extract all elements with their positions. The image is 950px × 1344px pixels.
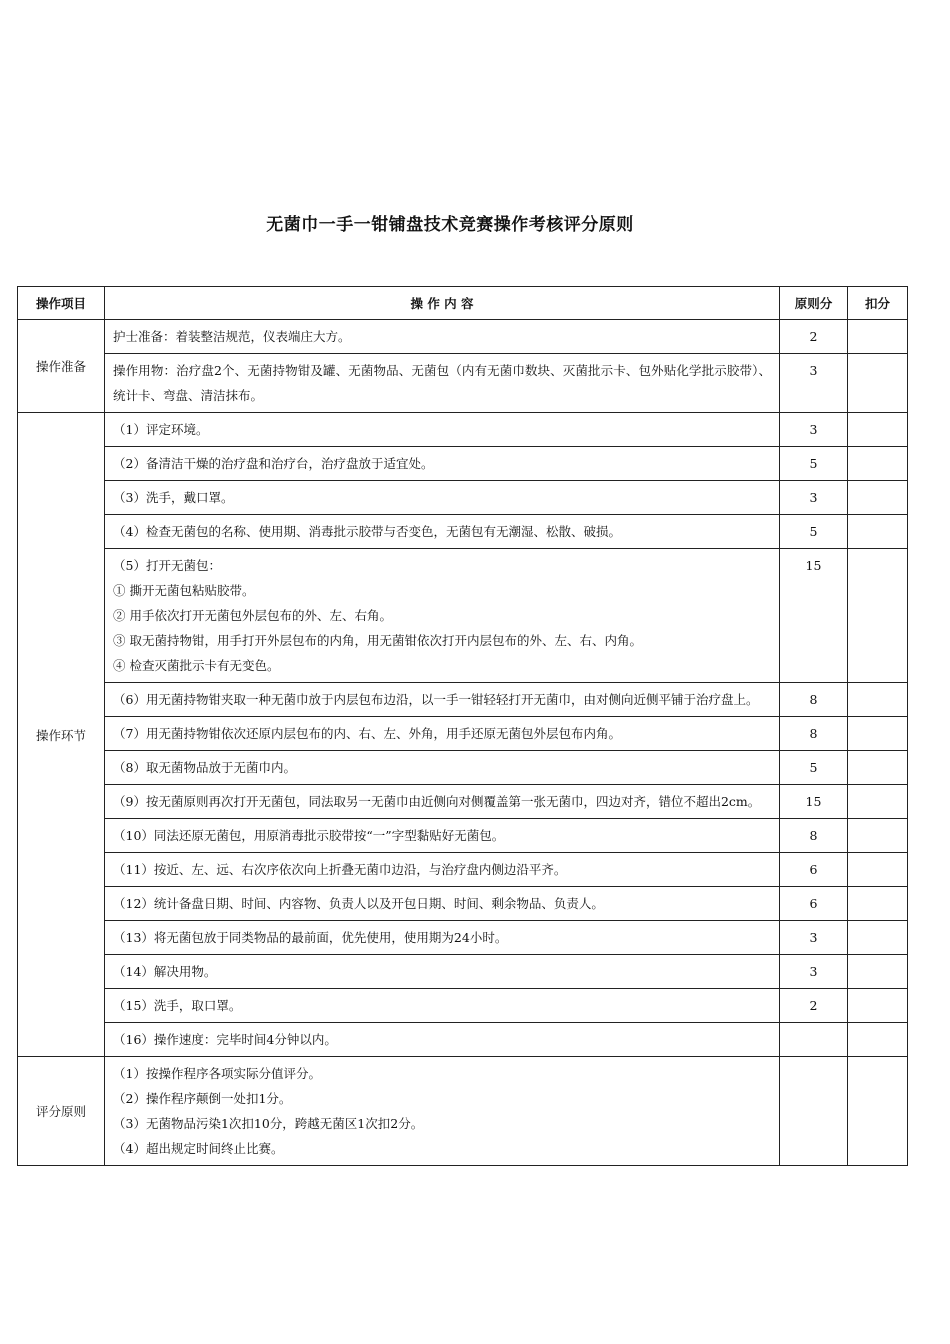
table-row bbox=[18, 413, 908, 447]
deduct-cell bbox=[848, 955, 908, 989]
score-cell: 5 bbox=[780, 751, 848, 785]
deduct-cell bbox=[848, 447, 908, 481]
score-cell: 6 bbox=[780, 887, 848, 921]
score-cell: 3 bbox=[780, 354, 848, 413]
table-row bbox=[18, 683, 908, 717]
header-deduct: 扣分 bbox=[848, 287, 908, 320]
deduct-cell bbox=[848, 413, 908, 447]
content-line: （8）取无菌物品放于无菌巾内。 bbox=[113, 760, 296, 775]
deduct-cell bbox=[848, 921, 908, 955]
deduct-cell bbox=[848, 989, 908, 1023]
content-line: （4）检查无菌包的名称、使用期、消毒批示胶带与否变色，无菌包有无潮湿、松散、破损。 bbox=[113, 524, 621, 539]
deduct-cell bbox=[848, 751, 908, 785]
content-line: 护士准备：着装整洁规范，仪表端庄大方。 bbox=[113, 329, 351, 344]
content-cell bbox=[105, 1023, 780, 1057]
content-cell bbox=[105, 785, 780, 819]
content-line: （6）用无菌持物钳夹取一种无菌巾放于内层包布边沿，以一手一钳轻轻打开无菌巾，由对侧向近侧平铺于治疗盘上。 bbox=[113, 692, 759, 707]
table-row bbox=[18, 989, 908, 1023]
content-line: （16）操作速度：完毕时间4分钟以内。 bbox=[113, 1032, 337, 1047]
score-cell bbox=[780, 1023, 848, 1057]
content-cell bbox=[105, 1057, 780, 1166]
content-line: ④ 检查灭菌批示卡有无变色。 bbox=[113, 658, 280, 673]
content-cell bbox=[105, 320, 780, 354]
content-line: ② 用手依次打开无菌包外层包布的外、左、右角。 bbox=[113, 608, 392, 623]
content-line: （4）超出规定时间终止比赛。 bbox=[113, 1141, 284, 1156]
content-cell bbox=[105, 515, 780, 549]
score-cell: 3 bbox=[780, 921, 848, 955]
table-row bbox=[18, 887, 908, 921]
deduct-cell bbox=[848, 354, 908, 413]
score-cell: 15 bbox=[780, 549, 848, 683]
score-cell: 6 bbox=[780, 853, 848, 887]
content-cell bbox=[105, 481, 780, 515]
table-row bbox=[18, 549, 908, 683]
content-line: （2）操作程序颠倒一处扣1分。 bbox=[113, 1091, 292, 1106]
header-score: 原则分 bbox=[780, 287, 848, 320]
content-line: （10）同法还原无菌包，用原消毒批示胶带按“一”字型黏贴好无菌包。 bbox=[113, 828, 505, 843]
content-cell bbox=[105, 717, 780, 751]
scoring-table bbox=[17, 286, 908, 1166]
table-row bbox=[18, 853, 908, 887]
score-cell: 8 bbox=[780, 717, 848, 751]
score-cell: 3 bbox=[780, 481, 848, 515]
score-cell: 8 bbox=[780, 819, 848, 853]
table-row bbox=[18, 447, 908, 481]
deduct-cell bbox=[848, 1023, 908, 1057]
deduct-cell bbox=[848, 853, 908, 887]
score-cell bbox=[780, 1057, 848, 1166]
content-line: （7）用无菌持物钳依次还原内层包布的内、右、左、外角，用手还原无菌包外层包布内角。 bbox=[113, 726, 621, 741]
content-line: ① 撕开无菌包粘贴胶带。 bbox=[113, 583, 255, 598]
content-line: 操作用物：治疗盘2个、无菌持物钳及罐、无菌物品、无菌包（内有无菌巾数块、灭菌批示卡、包外贴化学批示胶带）、统计卡、弯盘、清洁抹布。 bbox=[113, 363, 771, 403]
deduct-cell bbox=[848, 1057, 908, 1166]
table-row bbox=[18, 819, 908, 853]
content-line: （5）打开无菌包： bbox=[113, 558, 221, 573]
content-cell bbox=[105, 989, 780, 1023]
content-line: （2）备清洁干燥的治疗盘和治疗台，治疗盘放于适宜处。 bbox=[113, 456, 434, 471]
category-cell: 操作环节 bbox=[18, 413, 105, 1057]
content-line: （12）统计备盘日期、时间、内容物、负责人以及开包日期、时间、剩余物品、负责人。 bbox=[113, 896, 604, 911]
deduct-cell bbox=[848, 515, 908, 549]
content-cell bbox=[105, 413, 780, 447]
score-cell: 3 bbox=[780, 955, 848, 989]
table-row bbox=[18, 481, 908, 515]
category-cell: 操作准备 bbox=[18, 320, 105, 413]
deduct-cell bbox=[848, 320, 908, 354]
table-row bbox=[18, 785, 908, 819]
table-row bbox=[18, 354, 908, 413]
table-header-row bbox=[18, 287, 908, 320]
content-line: （11）按近、左、远、右次序依次向上折叠无菌巾边沿，与治疗盘内侧边沿平齐。 bbox=[113, 862, 567, 877]
table-row bbox=[18, 1057, 908, 1166]
content-line: （13）将无菌包放于同类物品的最前面，优先使用，使用期为24小时。 bbox=[113, 930, 508, 945]
content-cell bbox=[105, 853, 780, 887]
score-cell: 3 bbox=[780, 413, 848, 447]
deduct-cell bbox=[848, 481, 908, 515]
deduct-cell bbox=[848, 717, 908, 751]
content-cell bbox=[105, 887, 780, 921]
score-cell: 8 bbox=[780, 683, 848, 717]
score-cell: 2 bbox=[780, 989, 848, 1023]
content-cell bbox=[105, 819, 780, 853]
deduct-cell bbox=[848, 549, 908, 683]
table-body bbox=[18, 320, 908, 1166]
content-line: ③ 取无菌持物钳，用手打开外层包布的内角，用无菌钳依次打开内层包布的外、左、右、内角。 bbox=[113, 633, 642, 648]
content-line: （3）洗手，戴口罩。 bbox=[113, 490, 234, 505]
table-row bbox=[18, 921, 908, 955]
deduct-cell bbox=[848, 683, 908, 717]
table-row bbox=[18, 751, 908, 785]
content-cell bbox=[105, 751, 780, 785]
content-cell bbox=[105, 447, 780, 481]
deduct-cell bbox=[848, 819, 908, 853]
score-cell: 5 bbox=[780, 515, 848, 549]
deduct-cell bbox=[848, 887, 908, 921]
content-line: （1）按操作程序各项实际分值评分。 bbox=[113, 1066, 321, 1081]
table-row bbox=[18, 717, 908, 751]
table-row bbox=[18, 515, 908, 549]
content-cell bbox=[105, 921, 780, 955]
page-title: 无菌巾一手一钳铺盘技术竞赛操作考核评分原则 bbox=[266, 215, 634, 235]
content-line: （9）按无菌原则再次打开无菌包，同法取另一无菌巾由近侧向对侧覆盖第一张无菌巾，四边对齐，错位不超出2cm。 bbox=[113, 794, 761, 809]
content-line: （1）评定环境。 bbox=[113, 422, 209, 437]
category-cell: 评分原则 bbox=[18, 1057, 105, 1166]
table-row bbox=[18, 1023, 908, 1057]
content-line: （15）洗手，取口罩。 bbox=[113, 998, 242, 1013]
content-cell bbox=[105, 955, 780, 989]
table-row bbox=[18, 955, 908, 989]
score-cell: 5 bbox=[780, 447, 848, 481]
header-content: 操 作 内 容 bbox=[105, 287, 780, 320]
content-line: （14）解决用物。 bbox=[113, 964, 217, 979]
table-row bbox=[18, 320, 908, 354]
header-item: 操作项目 bbox=[18, 287, 105, 320]
content-cell bbox=[105, 549, 780, 683]
deduct-cell bbox=[848, 785, 908, 819]
score-cell: 2 bbox=[780, 320, 848, 354]
content-line: （3）无菌物品污染1次扣10分，跨越无菌区1次扣2分。 bbox=[113, 1116, 424, 1131]
content-cell bbox=[105, 354, 780, 413]
content-cell bbox=[105, 683, 780, 717]
score-cell: 15 bbox=[780, 785, 848, 819]
